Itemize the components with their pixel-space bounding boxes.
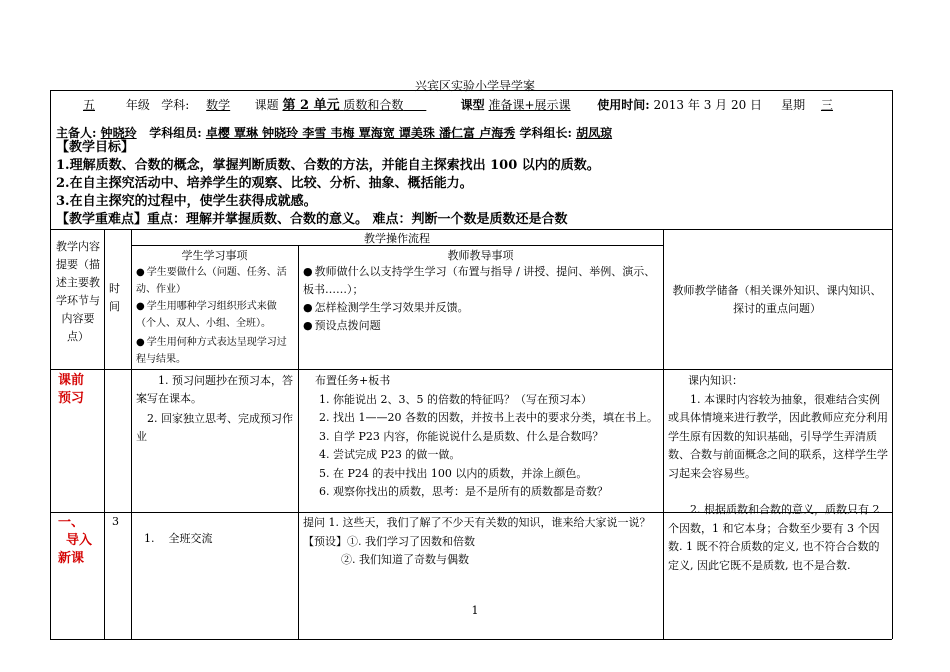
reserve-paragraph: 2. 根据质数和合数的意义，质数只有 2 个因数，1 和它本身；合数至少要有 3 个因数. 1 既不符合质数的定义, 也不符合合数的定义, 因此它既不是质数, 也不是合数. — [668, 503, 880, 572]
teacher-step: 提问 1. 这些天，我们了解了不少天有关数的知识，谁来给大家说一说？ — [303, 516, 651, 529]
goals-heading: 【教学目标】 — [56, 140, 135, 155]
table-bottom-border — [50, 639, 892, 640]
teacher-step: 4. 尝试完成 P23 的做一做。 — [319, 448, 461, 461]
type-label: 课型 — [460, 98, 485, 112]
row-preview-teacher — [303, 372, 661, 502]
goal-item: 1.理解质数、合数的概念，掌握判断质数、合数的方法，并能自主探索找出 100 以内的质数。 — [56, 158, 600, 173]
row-label-line: 一、 — [58, 515, 85, 530]
row-label-line: 课前 — [58, 373, 85, 388]
student-step: 2. 回家独立思考、完成预习作业 — [136, 412, 293, 443]
col-content-header: 教学内容提要（描述主要教学环节与内容要点） — [56, 240, 100, 343]
table-line — [104, 229, 105, 639]
row-label-line: 导入 — [66, 533, 93, 548]
table-line — [50, 229, 892, 230]
table-left-border — [50, 90, 51, 639]
info-line — [56, 96, 890, 115]
student-step: 1. 预习问题抄在预习本，答案写在课本。 — [136, 374, 293, 405]
head-label: 学科组长: — [519, 126, 572, 140]
teacher-item: ● 怎样检测学生学习效果并反馈。 — [303, 299, 661, 317]
grade-label: 年级 — [125, 98, 150, 112]
topic-label: 课题 — [254, 98, 279, 112]
type-value: 准备课+展示课 — [488, 98, 571, 112]
teacher-items — [303, 263, 661, 335]
table-line — [131, 229, 132, 639]
head-value: 胡凤琼 — [576, 126, 613, 140]
date-text: 2013 年 3 月 20 日 — [653, 98, 763, 112]
teacher-step: 布置任务+板书 — [315, 374, 391, 387]
goals-section — [56, 139, 890, 229]
teacher-item: ● 预设点拨问题 — [303, 317, 661, 335]
goal-item: 2.在自主探究活动中、培养学生的观察、比较、分析、抽象、概括能力。 — [56, 176, 473, 191]
teacher-step: 5. 在 P24 的表中找出 100 以内的质数，并涂上颜色。 — [319, 466, 588, 480]
topic-value: 质数和合数 — [343, 98, 404, 112]
row-preview-student — [136, 372, 294, 446]
reserve-header: 教师教学储备（相关课外知识、课内知识、探讨的重点问题） — [672, 284, 882, 315]
student-item: ● 学生要做什么（问题、任务、活动、作业） — [136, 264, 296, 298]
student-items — [136, 264, 296, 368]
table-top-border — [50, 90, 892, 91]
teacher-header: 教师教导事项 — [447, 249, 514, 262]
lead-value: 钟晓玲 — [100, 126, 137, 140]
table-line — [663, 229, 664, 639]
reserve-paragraph: 1. 本课时内容较为抽象，很难结合实例或具体情境来进行教学，因此教师应充分利用学生原有因数的知识基础，引导学生弄清质数、合数与前面概念之间的联系，这样学生学习起来会容易些。 — [668, 392, 888, 480]
weekday-label: 星期 — [781, 98, 806, 112]
row-label-line: 新课 — [58, 551, 85, 566]
table-right-border — [892, 90, 893, 639]
student-header: 学生学习事项 — [181, 249, 248, 262]
teacher-step: 2. 找出 1——20 各数的因数，并按书上表中的要求分类，填在书上。 — [319, 411, 658, 424]
row-intro-teacher — [303, 514, 661, 570]
goal-item: 3.在自主探究的过程中，使学生获得成就感。 — [56, 194, 317, 209]
keypoints: 【教学重难点】重点：理解并掌握质数、合数的意义。 难点：判断一个数是质数还是合数 — [56, 212, 568, 227]
teacher-step: 【预设】①. 我们学习了因数和倍数 — [303, 534, 475, 548]
row-intro-student: 1. 全班交流 — [144, 532, 213, 545]
teacher-step: 3. 自学 P23 内容，你能说说什么是质数、什么是合数吗？ — [319, 429, 604, 443]
table-line — [50, 369, 892, 370]
row-reserve — [668, 372, 888, 575]
page-number: 1 — [471, 604, 479, 617]
row-label-line: 预习 — [58, 391, 85, 406]
student-item: ● 学生用哪种学习组织形式来做（个人、双人、小组、全班）。 — [136, 298, 296, 332]
subject-value: 数学 — [206, 98, 231, 112]
weekday-value: 三 — [820, 98, 833, 112]
teacher-step: 6. 观察你找出的质数，思考：是不是所有的质数都是奇数？ — [319, 485, 608, 498]
school-title: 兴宾区实验小学导学案 — [414, 79, 535, 93]
teacher-step: ②. 我们知道了奇数与偶数 — [341, 553, 469, 566]
subject-label: 学科: — [161, 98, 190, 112]
row-intro-time: 3 — [112, 515, 119, 528]
teacher-item: ● 教师做什么以支持学生学习（布置与指导 / 讲授、提问、举例、演示、板书……）； — [303, 263, 661, 299]
teacher-step: 1. 你能说出 2、3、5 的倍数的特征吗？（写在预习本） — [319, 392, 592, 406]
student-item: ● 学生用何种方式表达呈现学习过程与结果。 — [136, 334, 296, 368]
row-preview-label — [58, 372, 84, 408]
unit-label: 第 2 单元 — [282, 98, 340, 113]
lead-label: 主备人: — [56, 126, 97, 140]
process-header: 教学操作流程 — [364, 232, 430, 245]
table-line — [298, 245, 299, 639]
date-label: 使用时间: — [597, 98, 650, 112]
grade-value: 五 — [82, 98, 95, 112]
row-intro-label — [58, 514, 92, 568]
reserve-heading: 课内知识： — [688, 374, 743, 387]
col-time-header: 时间 — [109, 282, 120, 313]
members-value: 卓樱 覃琳 钟晓玲 李雪 韦梅 覃海宽 谭美珠 潘仁富 卢海秀 — [205, 126, 516, 140]
members-label: 学科组员: — [149, 126, 202, 140]
